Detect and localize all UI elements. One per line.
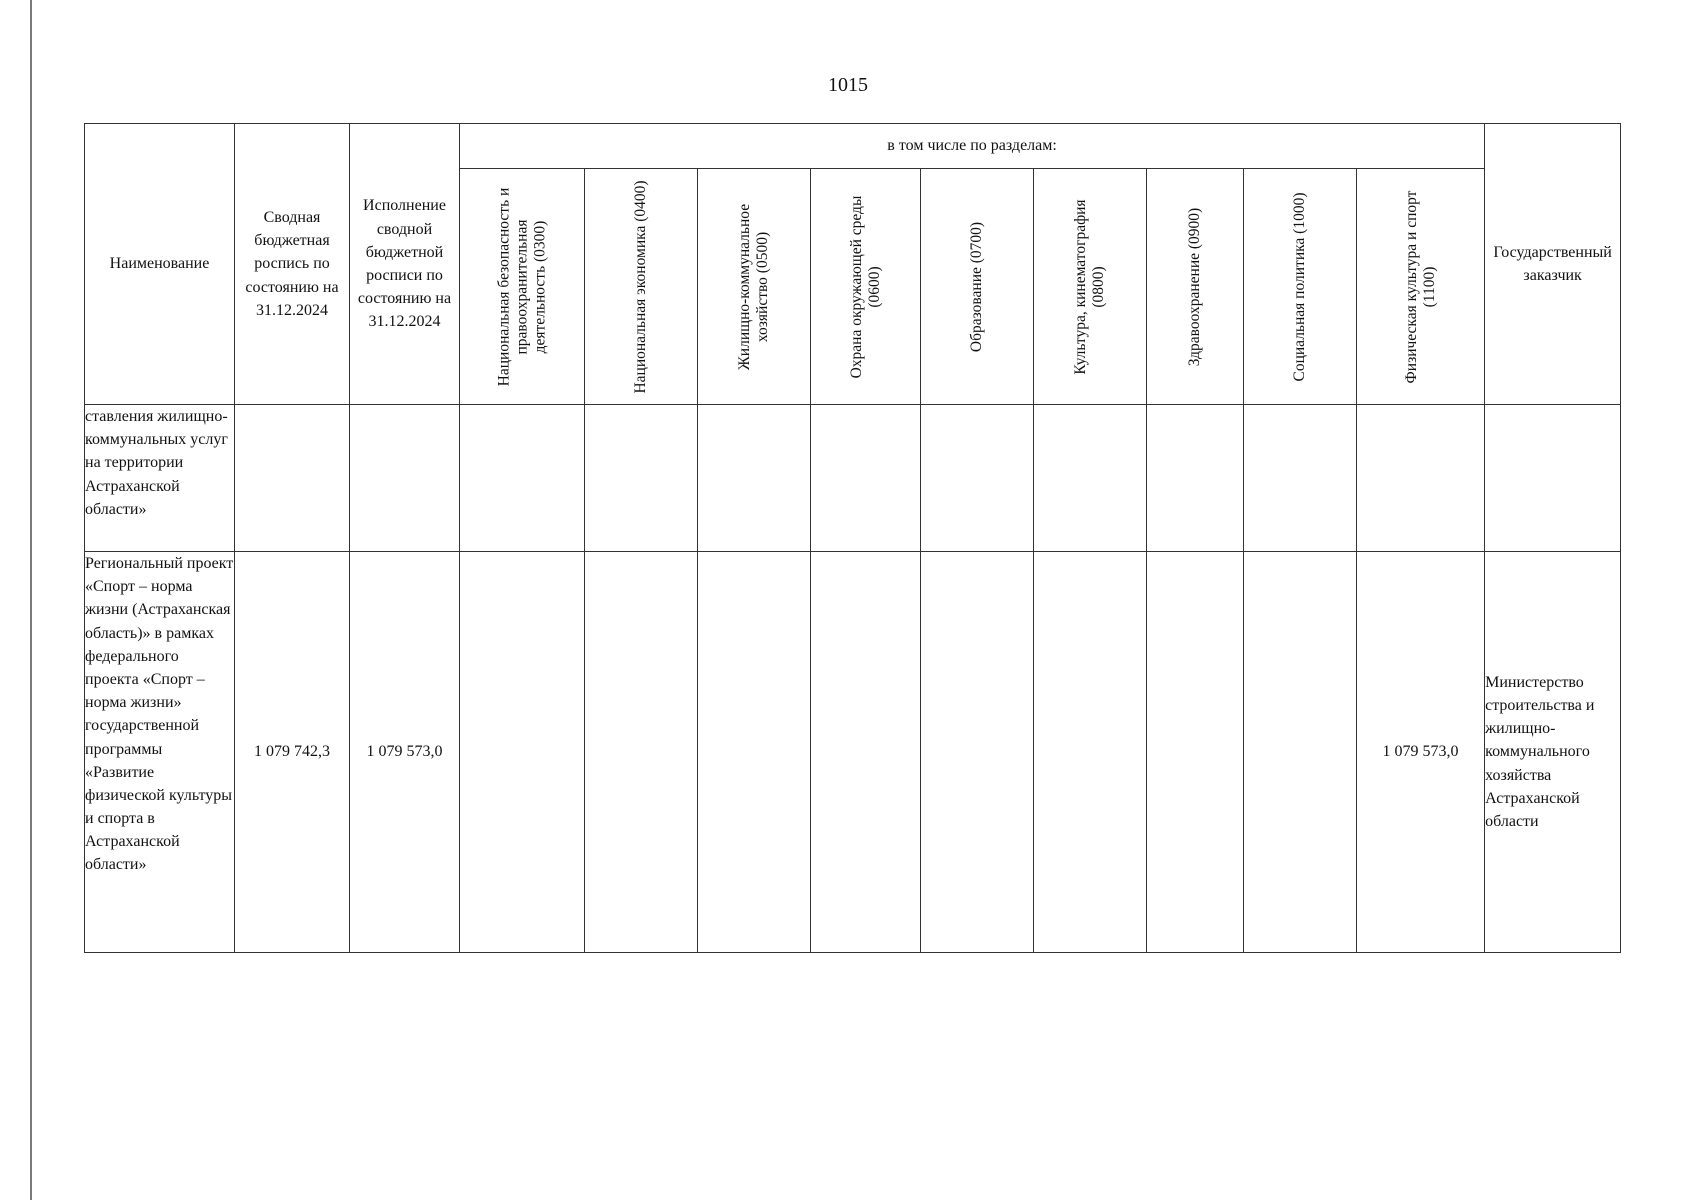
header-section-0400-label: Национальная экономика (0400) (632, 179, 650, 394)
row-section-0700 (921, 405, 1034, 552)
page-number: 1015 (828, 74, 868, 96)
row-section-1000 (1244, 405, 1357, 552)
header-section-1100-label: Физическая культура и спорт (1100) (1402, 190, 1438, 383)
row-section-1100: 1 079 573,0 (1357, 552, 1485, 953)
row-section-0900 (1147, 405, 1244, 552)
row-section-0600 (811, 552, 921, 953)
header-section-0900 (1147, 169, 1244, 405)
row-section-0300 (460, 405, 585, 552)
header-budget-plan: Сводная бюджетная роспись по состоянию на 31.12.2024 (235, 124, 350, 405)
row-customer: Министерство строительства и жилищно-коммунального хозяйства Астраханской области (1485, 552, 1621, 953)
header-section-0900-label: Здравоохранение (0900) (1186, 207, 1204, 366)
row-section-0400 (585, 552, 698, 953)
header-row-1 (85, 124, 1621, 169)
row-section-0600 (811, 405, 921, 552)
header-section-0300 (460, 169, 585, 405)
table-row (85, 552, 1621, 953)
row-section-0300 (460, 552, 585, 953)
header-section-0800-label: Культура, кинематография (0800) (1072, 198, 1107, 375)
header-customer: Государственный заказчик (1485, 124, 1621, 405)
header-section-1100 (1357, 169, 1485, 405)
row-section-0500 (698, 405, 811, 552)
table-row (85, 405, 1621, 552)
row-name: Региональный проект «Спорт – норма жизни (Астраханская область)» в рамках федерального проекта «Спорт – норма жизни» государственной программы «Развитие физической культуры и спорта в Астраханской области» (85, 552, 235, 953)
row-section-1000 (1244, 552, 1357, 953)
row-budget-plan: 1 079 742,3 (235, 552, 350, 953)
header-execution: Исполнение сводной бюджетной росписи по состоянию на 31.12.2024 (350, 124, 460, 405)
row-section-0700 (921, 552, 1034, 953)
header-section-0700-label: Образование (0700) (968, 221, 986, 352)
header-section-0600 (811, 169, 921, 405)
header-sections-group: в том числе по разделам: (460, 124, 1485, 169)
header-section-1000-label: Социальная политика (1000) (1291, 192, 1309, 381)
header-section-0800 (1034, 169, 1147, 405)
header-section-0700 (921, 169, 1034, 405)
row-section-1100 (1357, 405, 1485, 552)
row-section-0500 (698, 552, 811, 953)
row-section-0800 (1034, 552, 1147, 953)
row-execution: 1 079 573,0 (350, 552, 460, 953)
header-name: Наименование (85, 124, 235, 405)
header-section-0400 (585, 169, 698, 405)
row-section-0400 (585, 405, 698, 552)
row-name: ставления жилищно-коммунальных услуг на территории Астраханской области» (85, 405, 235, 552)
row-budget-plan (235, 405, 350, 552)
header-section-0500 (698, 169, 811, 405)
row-execution (350, 405, 460, 552)
row-customer (1485, 405, 1621, 552)
row-section-0900 (1147, 552, 1244, 953)
page-margin-line (30, 0, 32, 1200)
header-section-0500-label: Жилищно-коммунальное хозяйство (0500) (736, 203, 771, 370)
header-section-0300-label: Национальная безопасность и правоохранительная деятельность (0300) (495, 187, 548, 386)
header-section-0600-label: Охрана окружающей среды (0600) (847, 195, 883, 378)
header-section-1000 (1244, 169, 1357, 405)
row-section-0800 (1034, 405, 1147, 552)
budget-table (84, 123, 1621, 953)
